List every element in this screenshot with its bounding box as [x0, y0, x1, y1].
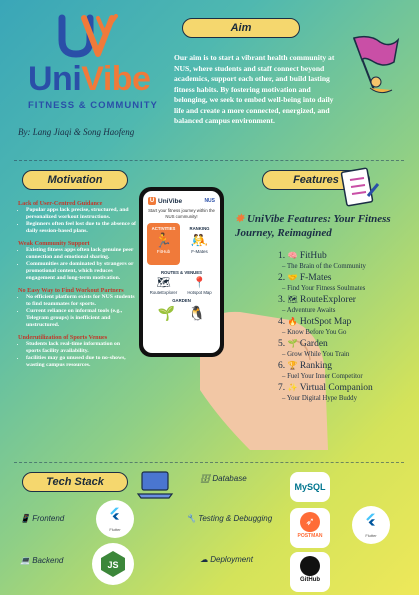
sparkle-icon: ✨ [287, 383, 298, 392]
star-icon: ✸ [235, 213, 245, 225]
feature-sub: – Know Before You Go [282, 329, 347, 336]
phone-icon: 📱 [20, 514, 30, 523]
octocat-icon [300, 556, 320, 576]
features-title: Features [262, 170, 370, 190]
motivation-heading: No Easy Way to Find Workout Partners [18, 287, 124, 294]
laptop-icon [136, 468, 174, 502]
trophy-icon: 🏆 [287, 361, 298, 370]
deployment-label: ☁ Deployment [200, 555, 253, 564]
motivation-list [18, 341, 136, 369]
map-icon: 🗺 [156, 277, 171, 289]
feature-item-fmates: 2. 🤝 F-Mates [278, 273, 332, 283]
feature-item-hotspot: 4. 🔥 HotSpot Map [278, 317, 352, 327]
node-logo-text: JS [107, 560, 119, 570]
tile-heading: ACTIVITIES [151, 226, 176, 231]
map-icon: 🗺 [287, 295, 298, 304]
tile-label: Hotspot Map [187, 290, 212, 295]
motivation-heading: Weak Community Support [18, 240, 90, 247]
testing-label: 🔧 Testing & Debugging [186, 514, 273, 523]
list-item: • Beginners often feel lost due to the absence of daily session-based plans. [26, 221, 136, 235]
feature-item-fithub: 1. 🧠 FitHub [278, 251, 327, 261]
fire-icon: 🔥 [287, 317, 298, 326]
motivation-list [18, 247, 136, 282]
companion-icon: 🐧 [188, 305, 206, 321]
app-icon: U [149, 198, 155, 204]
feature-item-routeexplorer: 3. 🗺 RouteExplorer [278, 295, 356, 305]
brand-tagline: FITNESS & COMMUNITY [28, 100, 158, 111]
nodejs-logo-icon [92, 543, 134, 585]
tile-fmates[interactable] [183, 223, 216, 265]
feature-sub: – The Brain of the Community [282, 263, 366, 270]
app-name: UniVibe [158, 197, 183, 205]
runner-icon: 🏃 [154, 232, 173, 248]
tile-routeexplorer[interactable] [147, 277, 180, 295]
aim-text: Our aim is to start a vibrant health community at NUS, where students and staff connect beyond academics, support each other, and build lasting fitness habits. By fostering motivation and belonging, we seek to embed well-being into daily life and create a more connected, energized, and balanced campus environment. [174, 53, 335, 125]
list-item: • No efficient platform exists for NUS students to find teammates for sports. [26, 294, 136, 308]
feature-item-companion: 7. ✨ Virtual Companion [278, 383, 373, 393]
motivation-title: Motivation [22, 170, 128, 190]
flutter-logo-icon: Flutter [96, 500, 134, 538]
backend-label: 💻 Backend [20, 556, 64, 565]
plant-icon: 🌱 [157, 305, 175, 321]
sprout-icon: 🌱 [287, 339, 298, 348]
divider [14, 160, 404, 161]
flag-person-icon [336, 32, 406, 96]
motivation-section [18, 197, 136, 369]
motivation-heading: Underutilization of Sports Venues [18, 334, 108, 341]
postman-logo-icon: ➶ POSTMAN [290, 508, 330, 548]
tile-fithub[interactable] [147, 223, 180, 265]
github-logo-icon: GitHub [290, 552, 330, 592]
phone-mockup [139, 187, 224, 357]
wrench-icon: 🔧 [186, 514, 196, 523]
tile-label: FitHub [156, 249, 171, 254]
garden-row[interactable] [143, 303, 220, 324]
brand-name: UniVibe [28, 60, 151, 98]
mysql-logo-icon: MySQL [290, 472, 330, 502]
feature-sub: – Fuel Your Inner Competitor [282, 373, 363, 380]
brain-icon: 🧠 [287, 251, 298, 260]
group-icon: 🤼 [190, 232, 209, 248]
tile-label: F-Mates [191, 249, 208, 254]
feature-item-ranking: 6. 🏆 Ranking [278, 361, 333, 371]
phone-tiles-row2 [143, 275, 220, 297]
features-heading: ✸ UniVibe Features: Your Fitness Journey, Reimagined [235, 213, 391, 239]
list-item: • Current reliance on informal tools (e.g., Telegram groups) is inefficient and unstructured. [26, 308, 136, 329]
list-item: • Existing fitness apps often lack genuine peer connection and emotional sharing. [26, 247, 136, 261]
motivation-list [18, 207, 136, 235]
nus-badge: NUS [204, 198, 215, 204]
cloud-icon: ☁ [200, 555, 208, 564]
handshake-icon: 🤝 [287, 273, 298, 282]
phone-screen [143, 191, 220, 353]
features-list [278, 250, 418, 404]
rocket-icon: ➶ [300, 512, 320, 532]
pin-icon: 📍 [192, 277, 207, 289]
tile-hotspot[interactable] [183, 277, 216, 295]
authors: By: Lang Jiaqi & Song Haofeng [18, 127, 135, 137]
database-icon: 🗄 [200, 474, 211, 483]
motivation-heading: Lack of User-Centred Guidance [18, 200, 103, 207]
computer-icon: 💻 [20, 556, 30, 565]
feature-sub: – Adventure Awaits [282, 307, 336, 314]
tech-stack-title: Tech Stack [22, 472, 128, 492]
checklist-icon [338, 166, 382, 210]
feature-item-garden: 5. 🌱 Garden [278, 339, 328, 349]
feature-sub: – Find Your Fitness Soulmates [282, 285, 366, 292]
flutter-logo-icon: Flutter [352, 506, 390, 544]
list-item: • Popular apps lack precise, structured, and personalized workout instructions. [26, 207, 136, 221]
frontend-label: 📱 Frontend [20, 514, 65, 523]
tile-label: RouteExplorer [149, 290, 178, 295]
feature-sub: – Your Digital Hype Buddy [282, 395, 357, 402]
tile-heading: RANKING [189, 226, 210, 231]
database-label: 🗄 Database [200, 474, 247, 483]
list-item: • facilities may go unused due to no-shows, wasting campus resources. [26, 355, 136, 369]
feature-sub: – Grow While You Train [282, 351, 350, 358]
phone-intro: Start your fitness journey within the NUS community! [148, 208, 215, 219]
garden-heading: GARDEN [172, 298, 191, 303]
aim-title: Aim [182, 18, 300, 38]
divider [14, 462, 404, 463]
motivation-list [18, 294, 136, 329]
list-item: • Students lack real-time information on sports facility availability. [26, 341, 136, 355]
phone-header [143, 191, 220, 207]
routes-heading: ROUTES & VENUES [160, 270, 203, 275]
phone-tiles-row1 [143, 220, 220, 268]
univibe-logo-icon [58, 14, 120, 60]
list-item: • Communities are dominated by strangers or promotional content, which reduces engagement and long-term motivation. [26, 261, 136, 282]
